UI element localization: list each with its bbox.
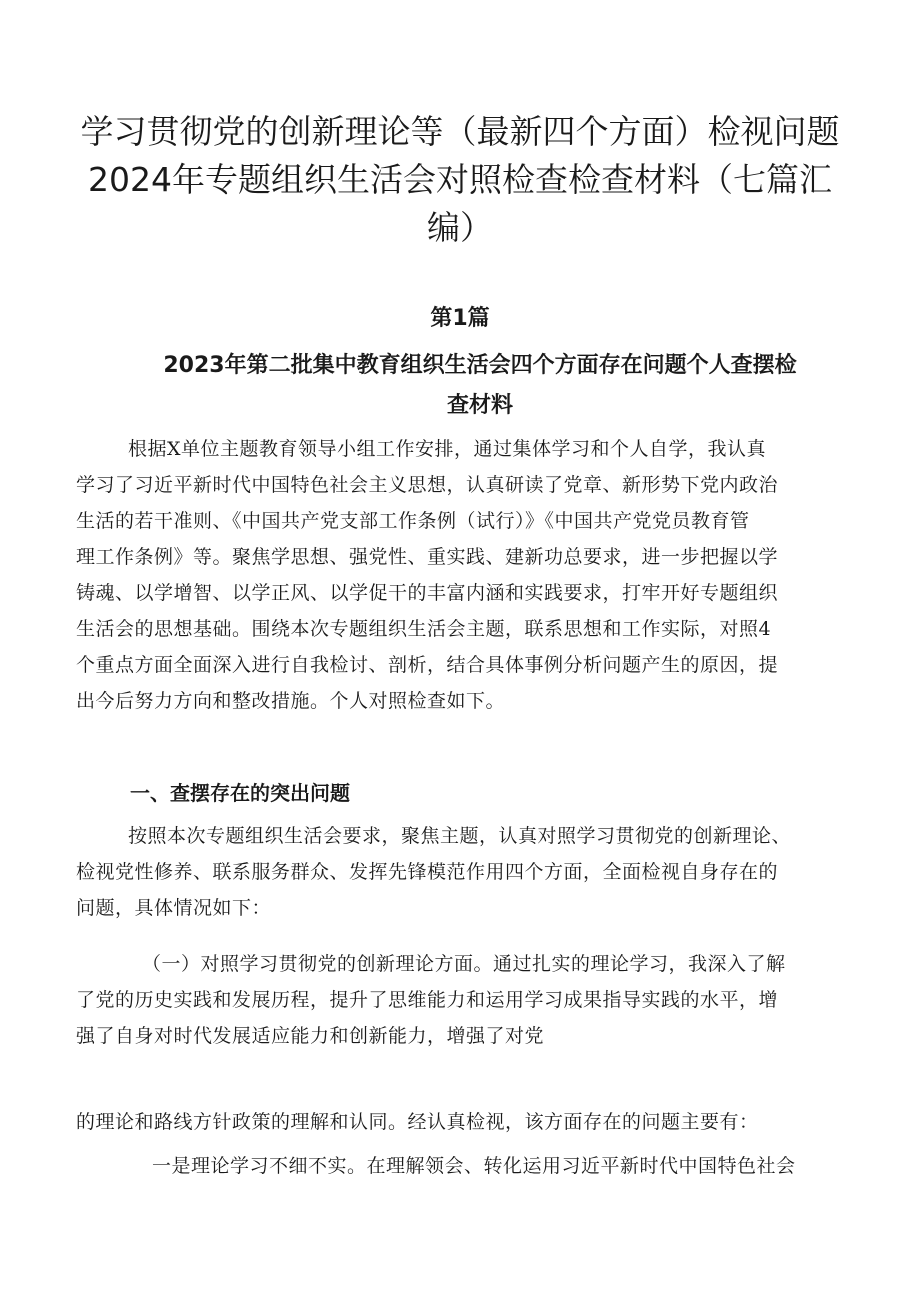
paragraph-line: 出今后努力方向和整改措施。个人对照检查如下。 <box>76 690 506 712</box>
paragraph-line: 学习了习近平新时代中国特色社会主义思想，认真研读了党章、新形势下党内政治 <box>76 474 779 496</box>
section-heading: 一、查摆存在的突出问题 <box>130 781 350 805</box>
title-line-3: 编） <box>427 208 493 247</box>
paragraph-line: （一）对照学习贯彻党的创新理论方面。通过扎实的理论学习，我深入了解 <box>142 953 786 975</box>
paragraph-line: 的理论和路线方针政策的理解和认同。经认真检视，该方面存在的问题主要有： <box>76 1111 759 1133</box>
document-title <box>60 108 860 252</box>
paragraph-line: 按照本次专题组织生活会要求，聚焦主题，认真对照学习贯彻党的创新理论、 <box>128 825 792 847</box>
paragraph-issue-one <box>76 1148 854 1184</box>
paragraph-line: 检视党性修养、联系服务群众、发挥先锋模范作用四个方面，全面检视自身存在的 <box>76 861 779 883</box>
paragraph-line: 强了自身对时代发展适应能力和创新能力，增强了对党 <box>76 1025 545 1047</box>
paragraph-line: 生活会的思想基础。围绕本次专题组织生活会主题，联系思想和工作实际，对照4 <box>76 618 772 640</box>
subtitle-line-1: 2023年第二批集中教育组织生活会四个方面存在问题个人查摆检 <box>163 353 797 378</box>
chapter-label: 第1篇 <box>430 306 490 331</box>
paragraph-line: 铸魂、以学增智、以学正风、以学促干的丰富内涵和实践要求，打牢开好专题组织 <box>76 582 779 604</box>
title-line-1: 学习贯彻党的创新理论等（最新四个方面）检视问题 <box>80 112 840 151</box>
paragraph-requirements <box>76 818 854 926</box>
paragraph-line: 问题，具体情况如下： <box>76 897 272 919</box>
subtitle-line-2: 查材料 <box>446 393 513 418</box>
paragraph-line: 个重点方面全面深入进行自我检讨、剖析，结合具体事例分析问题产生的原因，提 <box>76 654 779 676</box>
paragraph-line: 了党的历史实践和发展历程，提升了思维能力和运用学习成果指导实践的水平，增 <box>76 989 779 1011</box>
paragraph-line: 根据X单位主题教育领导小组工作安排，通过集体学习和个人自学，我认真 <box>128 438 767 460</box>
paragraph-intro <box>76 431 854 719</box>
paragraph-theory <box>76 946 854 1054</box>
chapter-subtitle <box>110 346 850 426</box>
paragraph-line: 生活的若干准则、《中国共产党支部工作条例（试行）》《中国共产党党员教育管 <box>76 510 750 532</box>
paragraph-line: 一是理论学习不细不实。在理解领会、转化运用习近平新时代中国特色社会 <box>152 1155 796 1177</box>
title-line-2: 2024年专题组织生活会对照检查检查材料（七篇汇 <box>88 160 832 199</box>
paragraph-continuation <box>76 1104 854 1140</box>
paragraph-line: 理工作条例》等。聚焦学思想、强党性、重实践、建新功总要求，进一步把握以学 <box>76 546 779 568</box>
